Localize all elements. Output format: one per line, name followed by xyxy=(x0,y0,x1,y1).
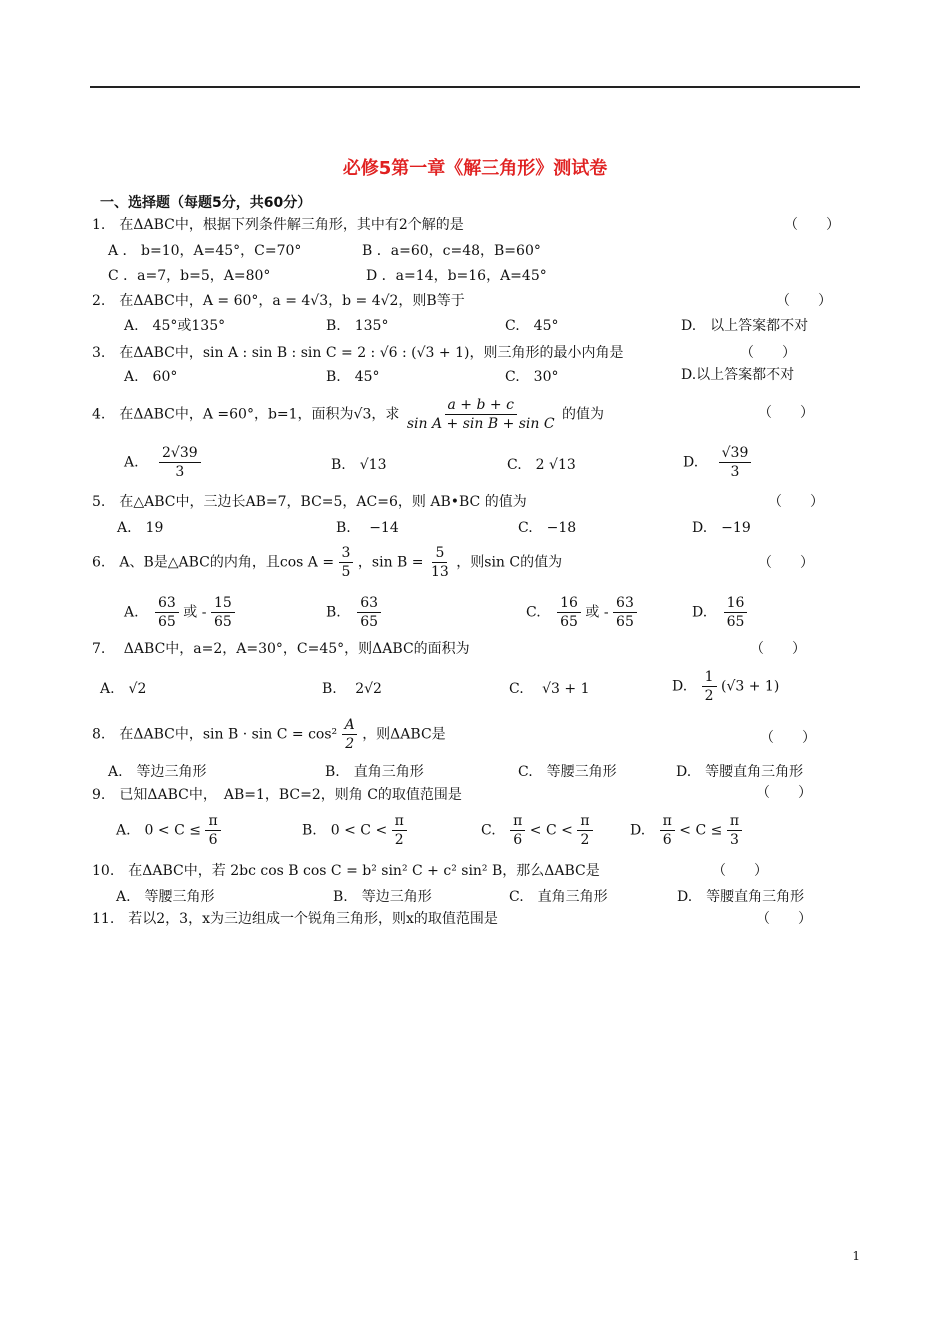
q6-cosa-fraction xyxy=(339,546,354,579)
q7-option-d-fraction xyxy=(702,670,717,703)
q6-cosa-denominator: 5 xyxy=(341,564,351,580)
q8-answer-paren: （ ） xyxy=(760,730,816,746)
q4-option-d xyxy=(683,446,751,479)
q8-option-c: C. 等腰三角形 xyxy=(518,764,617,780)
q6-option-d-label: D. xyxy=(692,604,708,621)
q7-option-d-suffix: (√3 + 1) xyxy=(721,678,780,695)
q4-option-a-numerator: 2√39 xyxy=(159,446,201,463)
q9-option-d-fraction-2 xyxy=(727,814,742,847)
q9-option-c-inequality: < C < xyxy=(529,822,573,839)
q8-stem xyxy=(92,718,446,751)
q9-option-c-denominator-1: 6 xyxy=(513,832,523,848)
q8-stem-text: 8. 在ΔABC中，sin B · sin C = cos² xyxy=(92,726,338,743)
q6-option-a-numerator-2: 15 xyxy=(211,596,235,613)
q6-option-b-denominator: 65 xyxy=(360,614,379,630)
q9-option-d-denominator-2: 3 xyxy=(729,832,739,848)
q7-option-d xyxy=(672,670,779,703)
q6-option-b-numerator: 63 xyxy=(357,596,381,613)
q9-option-c-label: C. xyxy=(481,822,496,839)
q11-stem: 11. 若以2，3，x为三边组成一个锐角三角形，则x的取值范围是 xyxy=(92,911,498,927)
q10-answer-paren: （ ） xyxy=(712,863,768,879)
q4-option-a-label: A. xyxy=(124,454,139,471)
q4-option-d-label: D. xyxy=(683,454,699,471)
q8-fraction-denominator: 2 xyxy=(342,734,357,751)
q10-option-c: C. 直角三角形 xyxy=(509,889,608,905)
page-number: 1 xyxy=(852,1249,860,1263)
q4-option-a-denominator: 3 xyxy=(175,464,185,480)
q8-option-d: D. 等腰直角三角形 xyxy=(676,764,804,780)
q6-sinb-numerator: 5 xyxy=(432,546,447,563)
header-rule xyxy=(90,86,860,88)
q9-option-a xyxy=(116,814,221,847)
q7-answer-paren: （ ） xyxy=(750,641,806,657)
q4-option-a xyxy=(124,446,201,479)
q6-option-b-label: B. xyxy=(326,604,341,621)
q9-option-c-fraction-2 xyxy=(577,814,592,847)
q9-option-d-label: D. xyxy=(630,822,646,839)
q5-option-b: B. −14 xyxy=(336,520,399,536)
page-title: 必修5第一章《解三角形》测试卷 xyxy=(342,158,608,179)
q8-half-angle-fraction xyxy=(342,718,358,751)
q6-option-a-or: 或 - xyxy=(183,604,207,621)
q2-option-a: A. 45°或135° xyxy=(124,318,226,334)
q9-option-a-label: A. 0 < C ≤ xyxy=(116,822,201,839)
q9-option-b-numerator: π xyxy=(392,814,407,831)
q4-option-d-numerator: √39 xyxy=(719,446,752,463)
q3-answer-paren: （ ） xyxy=(740,345,796,361)
q9-option-c xyxy=(481,814,593,847)
q6-option-a-fraction-2 xyxy=(211,596,235,629)
q9-option-c-denominator-2: 2 xyxy=(580,832,590,848)
q9-option-d-inequality: < C ≤ xyxy=(679,822,723,839)
q9-option-d-numerator-1: π xyxy=(660,814,675,831)
q7-option-d-numerator: 1 xyxy=(702,670,717,687)
q2-stem: 2. 在ΔABC中，A = 60°，a = 4√3，b = 4√2，则B等于 xyxy=(92,293,465,309)
q6-answer-paren: （ ） xyxy=(758,555,814,571)
q6-stem-mid: ，sin B = xyxy=(357,554,424,571)
q11-answer-paren: （ ） xyxy=(756,911,812,927)
q2-option-d: D. 以上答案都不对 xyxy=(681,318,809,334)
q6-stem-suffix: ，则sin C的值为 xyxy=(456,554,563,571)
q9-option-d-denominator-1: 6 xyxy=(662,832,672,848)
q9-option-b xyxy=(302,814,407,847)
q10-stem: 10. 在ΔABC中，若 2bc cos B cos C = b² sin² C + c² sin² B，那么ΔABC是 xyxy=(92,863,600,879)
q6-cosa-numerator: 3 xyxy=(339,546,354,563)
q2-option-c: C. 45° xyxy=(505,318,559,334)
q9-option-b-label: B. 0 < C < xyxy=(302,822,388,839)
q5-stem: 5. 在△ABC中，三边长AB=7，BC=5，AC=6，则 AB•BC 的值为 xyxy=(92,494,527,510)
q9-option-b-denominator: 2 xyxy=(394,832,404,848)
q6-option-c-numerator-1: 16 xyxy=(557,596,581,613)
section-heading: 一、选择题（每题5分，共60分） xyxy=(100,195,312,211)
q6-option-c-label: C. xyxy=(526,604,541,621)
q9-option-d xyxy=(630,814,742,847)
q8-fraction-numerator: A xyxy=(344,717,355,733)
q6-option-b-fraction xyxy=(357,596,381,629)
q6-option-d-numerator: 16 xyxy=(724,596,748,613)
q9-option-a-fraction xyxy=(205,814,220,847)
q1-option-b: B ．a=60，c=48，B=60° xyxy=(362,243,541,259)
q7-option-b: B. 2√2 xyxy=(322,681,382,697)
q9-option-c-numerator-2: π xyxy=(577,814,592,831)
q7-option-c: C. √3 + 1 xyxy=(509,681,590,697)
q4-option-b: B. √13 xyxy=(331,457,387,473)
q4-stem xyxy=(92,398,604,431)
q6-stem xyxy=(92,546,562,579)
q9-option-c-numerator-1: π xyxy=(510,814,525,831)
q1-option-c: C ．a=7，b=5，A=80° xyxy=(108,268,271,284)
q4-stem-suffix: 的值为 xyxy=(562,406,605,423)
q1-stem: 1. 在ΔABC中，根据下列条件解三角形，其中有2个解的是 xyxy=(92,217,464,233)
q6-option-c-fraction-1 xyxy=(557,596,581,629)
q9-option-a-denominator: 6 xyxy=(208,832,218,848)
q5-option-a: A. 19 xyxy=(117,520,164,536)
q3-option-d: D.以上答案都不对 xyxy=(681,367,795,383)
q6-option-a-label: A. xyxy=(124,604,139,621)
q6-option-b xyxy=(326,596,381,629)
q6-option-d-fraction xyxy=(724,596,748,629)
q1-option-a: A ． b=10，A=45°，C=70° xyxy=(108,243,302,259)
q9-option-d-fraction-1 xyxy=(660,814,675,847)
q3-option-a: A. 60° xyxy=(124,369,178,385)
q6-stem-text: 6. A、B是△ABC的内角，且cos A = xyxy=(92,554,335,571)
q7-option-d-denominator: 2 xyxy=(704,688,714,704)
q1-option-d: D ．a=14，b=16，A=45° xyxy=(366,268,547,284)
q6-option-c-denominator-1: 65 xyxy=(560,614,578,630)
q5-option-c: C. −18 xyxy=(518,520,577,536)
q4-option-c: C. 2 √13 xyxy=(507,457,576,473)
q5-answer-paren: （ ） xyxy=(768,494,824,510)
q7-option-a: A. √2 xyxy=(100,681,147,697)
q4-fraction-numerator: a + b + c xyxy=(445,398,517,415)
q7-stem: 7. ΔABC中，a=2，A=30°，C=45°，则ΔABC的面积为 xyxy=(92,641,470,657)
q10-option-d: D. 等腰直角三角形 xyxy=(677,889,805,905)
q6-option-c-numerator-2: 63 xyxy=(613,596,637,613)
q6-option-a-fraction-1 xyxy=(155,596,179,629)
q2-answer-paren: （ ） xyxy=(776,293,832,309)
q1-answer-paren: （ ） xyxy=(784,217,840,233)
q8-stem-suffix: ，则ΔABC是 xyxy=(362,726,446,743)
q6-option-d-denominator: 65 xyxy=(726,614,745,630)
q10-option-a: A. 等腰三角形 xyxy=(116,889,215,905)
q10-option-b: B. 等边三角形 xyxy=(333,889,432,905)
q9-option-b-fraction xyxy=(392,814,407,847)
q6-option-c-or: 或 - xyxy=(585,604,609,621)
q6-option-c-fraction-2 xyxy=(613,596,637,629)
q6-option-a-numerator-1: 63 xyxy=(155,596,179,613)
q9-stem: 9. 已知ΔABC中， AB=1，BC=2，则角 C的取值范围是 xyxy=(92,787,462,803)
q6-sinb-fraction xyxy=(428,546,452,579)
q9-option-d-numerator-2: π xyxy=(727,814,742,831)
q6-sinb-denominator: 13 xyxy=(430,564,449,580)
q4-answer-paren: （ ） xyxy=(758,405,814,421)
q4-fraction-denominator: sin A + sin B + sin C xyxy=(406,416,555,432)
q9-option-a-numerator: π xyxy=(205,814,220,831)
q3-option-c: C. 30° xyxy=(505,369,559,385)
q8-option-b: B. 直角三角形 xyxy=(325,764,424,780)
q7-option-d-label: D. xyxy=(672,678,688,695)
q4-expression-fraction xyxy=(404,398,558,431)
q4-option-d-fraction xyxy=(719,446,752,479)
q2-option-b: B. 135° xyxy=(326,318,389,334)
q6-option-a-denominator-1: 65 xyxy=(158,614,176,630)
q6-option-c-denominator-2: 65 xyxy=(616,614,634,630)
q3-option-b: B. 45° xyxy=(326,369,380,385)
q4-stem-text: 4. 在ΔABC中，A =60°，b=1，面积为√3，求 xyxy=(92,406,400,423)
q9-option-c-fraction-1 xyxy=(510,814,525,847)
q3-stem: 3. 在ΔABC中，sin A : sin B : sin C = 2 : √6 : (√3 + 1)，则三角形的最小内角是 xyxy=(92,345,624,361)
q6-option-a-denominator-2: 65 xyxy=(213,614,232,630)
q6-option-d xyxy=(692,596,747,629)
q6-option-c xyxy=(526,596,637,629)
q5-option-d: D. −19 xyxy=(692,520,751,536)
q6-option-a xyxy=(124,596,235,629)
q8-option-a: A. 等边三角形 xyxy=(108,764,207,780)
q4-option-a-fraction xyxy=(159,446,201,479)
q9-answer-paren: （ ） xyxy=(756,785,812,801)
q4-option-d-denominator: 3 xyxy=(730,464,740,480)
